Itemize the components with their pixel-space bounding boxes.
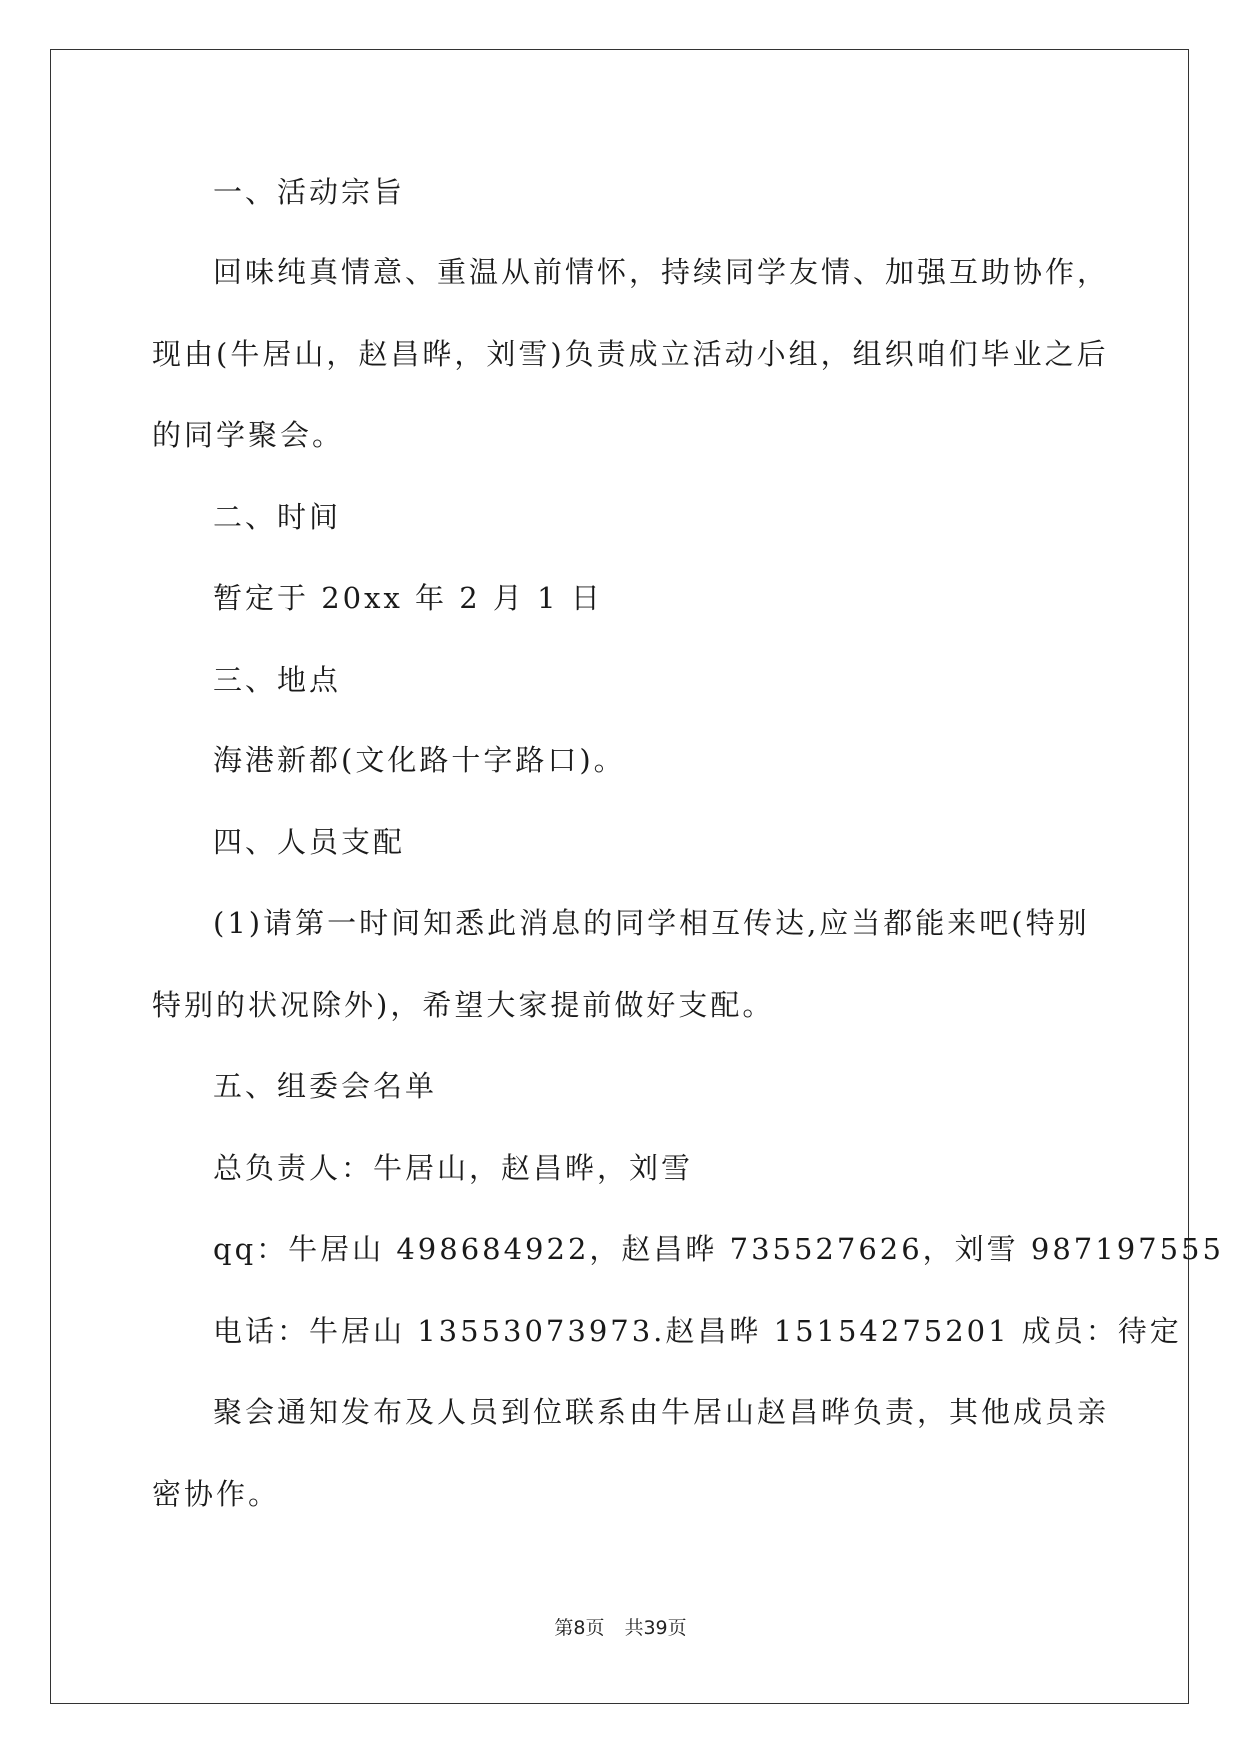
paragraph-line: 海港新都(文化路十字路口)。 [213, 743, 626, 777]
paragraph-line: 现由(牛居山，赵昌晔，刘雪)负责成立活动小组，组织咱们毕业之后 [152, 337, 1109, 371]
paragraph-line: 密协作。 [152, 1477, 281, 1511]
paragraph-line: 电话：牛居山 13553073973.赵昌晔 15154275201 成员：待定 [213, 1314, 1182, 1348]
paragraph-line: 暂定于 20xx 年 2 月 1 日 [213, 581, 603, 615]
paragraph-line: 的同学聚会。 [152, 418, 345, 452]
heading-location: 三、地点 [213, 663, 342, 697]
heading-time: 二、时间 [213, 500, 342, 534]
paragraph-line: 回味纯真情意、重温从前情怀，持续同学友情、加强互助协作， [213, 255, 1110, 289]
paragraph-line: 聚会通知发布及人员到位联系由牛居山赵昌晔负责，其他成员亲 [213, 1395, 1110, 1429]
page-border [50, 49, 1189, 1704]
total-pages: 39 [643, 1617, 668, 1639]
heading-purpose: 一、活动宗旨 [213, 175, 406, 209]
page-prefix: 第 [554, 1617, 574, 1639]
heading-personnel: 四、人员支配 [213, 825, 406, 859]
paragraph-line: (1)请第一时间知悉此消息的同学相互传达,应当都能来吧(特别 [213, 906, 1090, 940]
paragraph-line: 特别的状况除外)，希望大家提前做好支配。 [152, 988, 775, 1022]
total-suffix: 页 [667, 1617, 687, 1639]
page-number: 8 [573, 1617, 586, 1639]
page-footer [0, 1616, 1241, 1640]
heading-committee: 五、组委会名单 [213, 1069, 438, 1103]
page-suffix: 页 [585, 1617, 605, 1639]
paragraph-line: 总负责人：牛居山，赵昌晔，刘雪 [213, 1151, 694, 1185]
paragraph-line: qq：牛居山 498684922，赵昌晔 735527626，刘雪 987197555 [213, 1232, 1224, 1266]
total-prefix: 共 [624, 1617, 644, 1639]
